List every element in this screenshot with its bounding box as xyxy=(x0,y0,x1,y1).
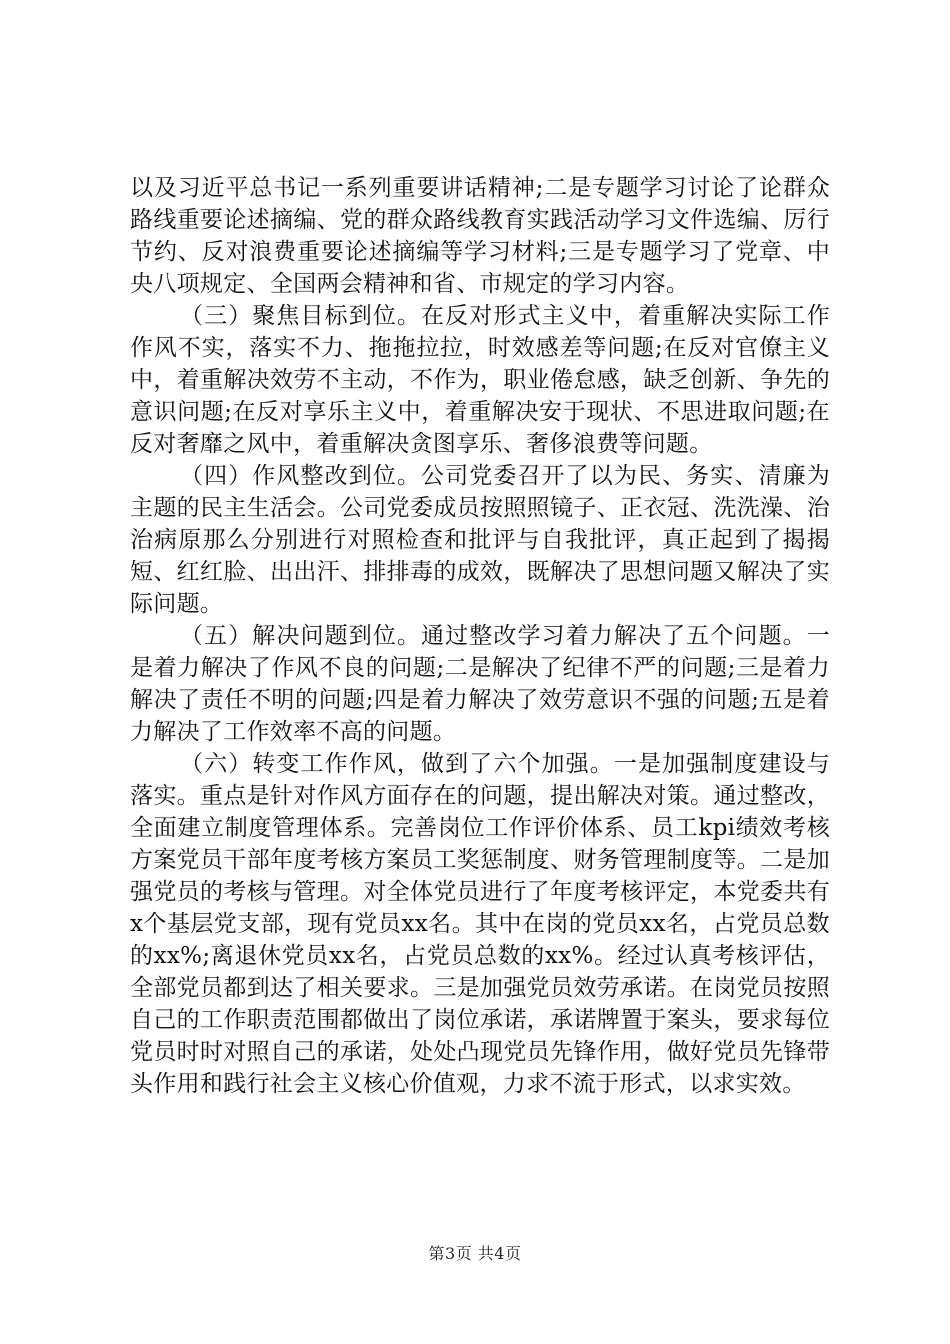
paragraph-section-5: （五）解决问题到位。通过整改学习着力解决了五个问题。一是着力解决了作风不良的问题;二是解决了纪律不严的问题;三是着力解决了责任不明的问题;四是着力解决了效劳意识不强的问题;五是着力解决了工作效率不高的问题。 xyxy=(130,623,830,745)
page-number-footer: 第3页 共4页 xyxy=(428,1244,522,1263)
paragraph-section-6: （六）转变工作作风，做到了六个加强。一是加强制度建设与落实。重点是针对作风方面存在的问题，提出解决对策。通过整改，全面建立制度管理体系。完善岗位工作评价体系、员工kpi绩效考核方案党员干部年度考核方案员工奖惩制度、财务管理制度等。二是加强党员的考核与管理。对全体党员进行了年度考核评定，本党委共有x个基层党支部，现有党员xx名。其中在岗的党员xx名，占党员总数的xx%;离退休党员xx名，占党员总数的xx%。经过认真考核评估，全部党员都到达了相关要求。三是加强党员效劳承诺。在岗党员按照自己的工作职责范围都做出了岗位承诺，承诺牌置于案头，要求每位党员时时对照自己的承诺，处处凸现党员先锋作用，做好党员先锋带头作用和践行社会主义核心价值观，力求不流于形式，以求实效。 xyxy=(130,751,830,1097)
document-body xyxy=(130,172,830,1100)
paragraph-continuation: 以及习近平总书记一系列重要讲话精神;二是专题学习讨论了论群众路线重要论述摘编、党的群众路线教育实践活动学习文件选编、厉行节约、反对浪费重要论述摘编等学习材料;三是专题学习了党章、中央八项规定、全国两会精神和省、市规定的学习内容。 xyxy=(130,175,830,297)
paragraph-section-3: （三）聚焦目标到位。在反对形式主义中，着重解决实际工作作风不实，落实不力、拖拖拉拉，时效感差等问题;在反对官僚主义中，着重解决效劳不主动，不作为，职业倦怠感，缺乏创新、争先的意识问题;在反对享乐主义中，着重解决安于现状、不思进取问题;在反对奢靡之风中，着重解决贪图享乐、奢侈浪费等问题。 xyxy=(130,303,830,457)
paragraph-section-4: （四）作风整改到位。公司党委召开了以为民、务实、清廉为主题的民主生活会。公司党委成员按照照镜子、正衣冠、洗洗澡、治治病原那么分别进行对照检查和批评与自我批评，真正起到了揭揭短、红红脸、出出汗、排排毒的成效，既解决了思想问题又解决了实际问题。 xyxy=(130,463,830,617)
